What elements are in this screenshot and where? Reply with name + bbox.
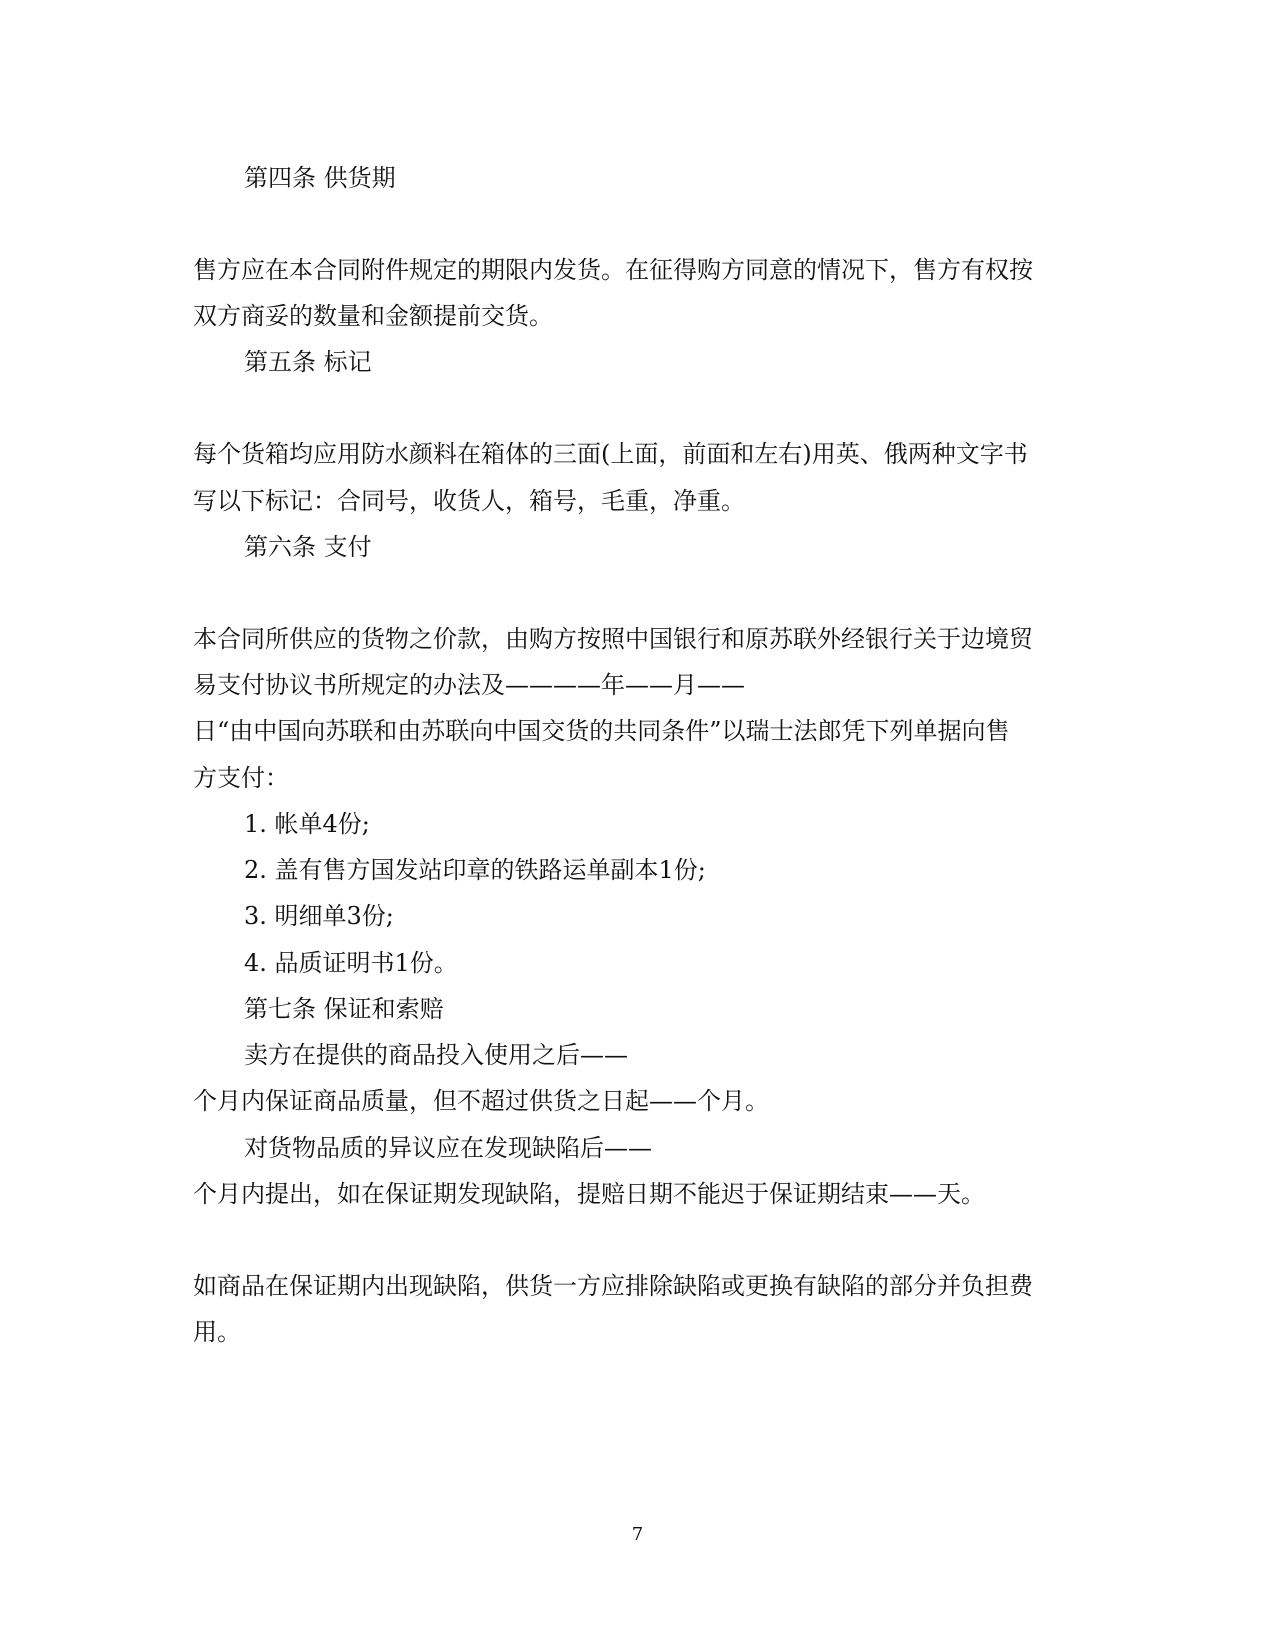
article-5-text-line-2: 写以下标记：合同号，收货人，箱号，毛重，净重。 <box>193 487 745 515</box>
list-item: 4. 品质证明书1份。 <box>244 949 458 977</box>
article-7-text-line-4: 个月内提出，如在保证期发现缺陷，提赔日期不能迟于保证期结束——天。 <box>193 1180 985 1208</box>
article-7-text-line-5: 如商品在保证期内出现缺陷，供货一方应排除缺陷或更换有缺陷的部分并负担费 <box>193 1272 1033 1300</box>
article-6-text-line-2: 易支付协议书所规定的办法及————年——月—— <box>193 671 745 699</box>
article-5-text-line-1: 每个货箱均应用防水颜料在箱体的三面(上面，前面和左右)用英、俄两种文字书 <box>193 440 1028 468</box>
article-7-text-line-2: 个月内保证商品质量，但不超过供货之日起——个月。 <box>193 1087 769 1115</box>
article-6-heading: 第六条 支付 <box>244 533 372 561</box>
article-6-text-line-3: 日“由中国向苏联和由苏联向中国交货的共同条件”以瑞士法郎凭下列单据向售 <box>193 717 1010 745</box>
list-item: 2. 盖有售方国发站印章的铁路运单副本1份; <box>244 856 706 884</box>
article-6-text-line-4: 方支付： <box>193 764 289 792</box>
page-number: 7 <box>631 1524 644 1545</box>
article-7-text-line-6: 用。 <box>193 1318 241 1346</box>
article-7-heading: 第七条 保证和索赔 <box>244 995 444 1023</box>
article-7-text-line-3: 对货物品质的异议应在发现缺陷后—— <box>244 1134 652 1162</box>
article-5-heading: 第五条 标记 <box>244 348 372 376</box>
list-item: 3. 明细单3份; <box>244 902 394 930</box>
article-6-text-line-1: 本合同所供应的货物之价款，由购方按照中国银行和原苏联外经银行关于边境贸 <box>193 625 1033 653</box>
list-item: 1. 帐单4份; <box>244 810 370 838</box>
article-7-text-line-1: 卖方在提供的商品投入使用之后—— <box>244 1041 628 1069</box>
article-4-text-line-2: 双方商妥的数量和金额提前交货。 <box>193 302 553 330</box>
article-4-heading: 第四条 供货期 <box>244 164 396 192</box>
article-4-text-line-1: 售方应在本合同附件规定的期限内发货。在征得购方同意的情况下，售方有权按 <box>193 256 1033 284</box>
